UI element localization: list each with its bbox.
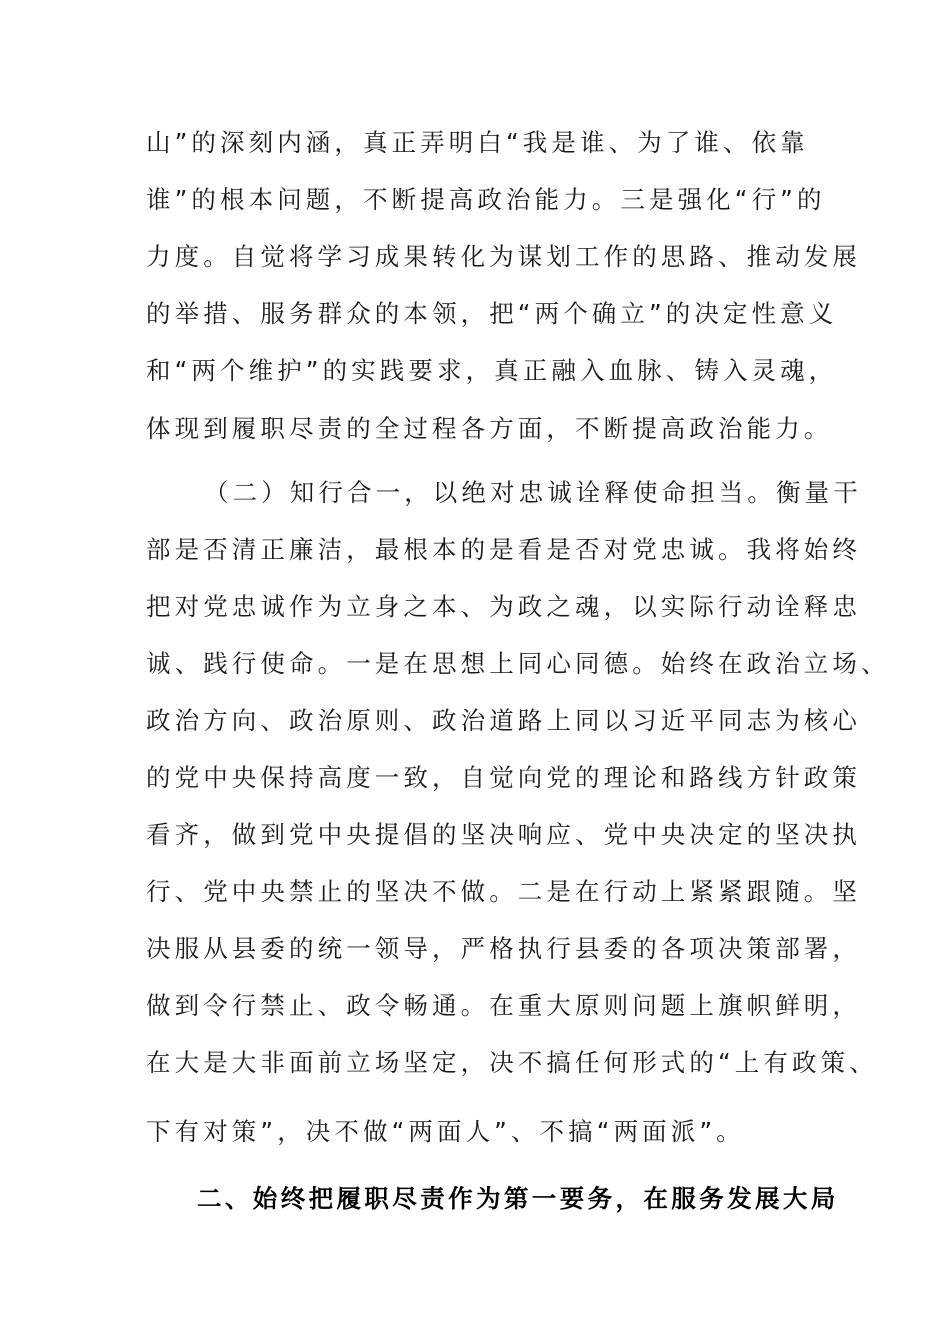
text-line: 谁”的根本问题，不断提高政治能力。三是强化“行”的	[146, 185, 826, 214]
text-line: 做到令行禁止、政令畅通。在重大原则问题上旗帜鲜明，	[146, 991, 861, 1020]
text-line: 在大是大非面前立场坚定，决不搞任何形式的“上有政策、	[146, 1048, 878, 1077]
heading-line: 二、始终把履职尽责作为第一要务，在服务发展大局	[197, 1184, 839, 1213]
text-line: 政治方向、政治原则、政治道路上同以习近平同志为核心	[146, 706, 861, 735]
text-line: 决服从县委的统一领导，严格执行县委的各项决策部署，	[146, 934, 861, 963]
text-line-first-indent: （二）知行合一，以绝对忠诚诠释使命担当。衡量干	[204, 478, 862, 507]
text-line: 力度。自觉将学习成果转化为谋划工作的思路、推动发展	[146, 242, 861, 271]
text-line: 诚、践行使命。一是在思想上同心同德。始终在政治立场、	[146, 649, 890, 678]
text-line: 把对党忠诚作为立身之本、为政之魂，以实际行动诠释忠	[146, 592, 861, 621]
text-line: 体现到履职尽责的全过程各方面，不断提高政治能力。	[146, 414, 833, 443]
text-line: 的党中央保持高度一致，自觉向党的理论和路线方针政策	[146, 763, 861, 792]
text-line: 行、党中央禁止的坚决不做。二是在行动上紧紧跟随。坚	[146, 877, 861, 906]
text-line: 和“两个维护”的实践要求，真正融入血脉、铸入灵魂，	[146, 356, 838, 385]
text-line: 看齐，做到党中央提倡的坚决响应、党中央决定的坚决执	[146, 820, 861, 849]
text-line: 部是否清正廉洁，最根本的是看是否对党忠诚。我将始终	[146, 535, 861, 564]
text-line: 下有对策”，决不做“两面人”、不搞“两面派”。	[146, 1117, 745, 1146]
text-line: 山”的深刻内涵，真正弄明白“我是谁、为了谁、依靠	[146, 128, 809, 157]
text-line: 的举措、服务群众的本领，把“两个确立”的决定性意义	[146, 299, 838, 328]
